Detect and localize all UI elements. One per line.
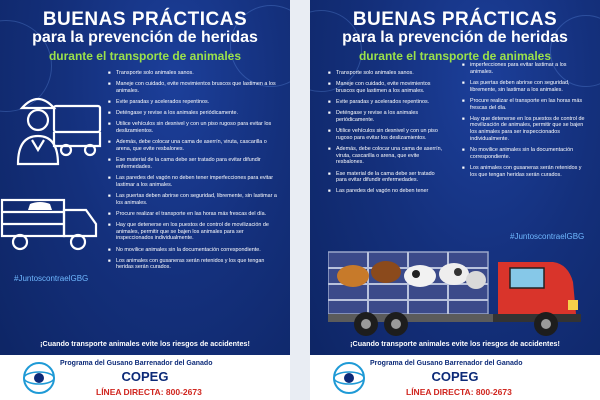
panel-gap bbox=[290, 0, 310, 400]
list-item: ■ Deténgase y revise a los animales periódicamente. bbox=[108, 110, 278, 117]
list-item: ■ Ese material de la cama debe ser tratado para evitar difundir enfermedades. bbox=[108, 157, 278, 171]
hotline-number: LÍNEA DIRECTA: 800-2673 bbox=[406, 387, 512, 397]
list-item: ■ Además, debe colocar una cama de aserrín, viruta, cascarilla o arena, que evite resbalones. bbox=[108, 139, 278, 153]
list-item: ■ Hay que detenerse en los puestos de control de movilización de animales, permitir que se bajen los animales para ser inspeccionados individualmente. bbox=[462, 116, 587, 143]
list-item: ■ Transporte solo animales sanos. bbox=[108, 70, 278, 77]
poster-tagline: durante el transporte de animales bbox=[358, 49, 552, 63]
list-item: ■ Ese material de la cama debe ser tratado para evitar difundir enfermedades. bbox=[328, 171, 443, 185]
poster-title: BUENAS PRÁCTICAS bbox=[42, 9, 248, 30]
practices-list-col1 bbox=[328, 70, 443, 200]
poster-left bbox=[0, 0, 290, 400]
driver-truck-icon bbox=[8, 88, 103, 178]
hashtag-label: #JuntoscontraelGBG bbox=[14, 274, 89, 283]
list-item: ■ Además, debe colocar una cama de aserrín, viruta, cascarilla o arena, que evite resbalones. bbox=[328, 146, 443, 166]
poster-title: BUENAS PRÁCTICAS bbox=[352, 9, 558, 30]
practices-list-col2 bbox=[462, 62, 587, 183]
poster-tagline: durante el transporte de animales bbox=[48, 49, 242, 63]
list-item: ■ No movilice animales sin la documentación correspondiente. bbox=[108, 247, 278, 254]
list-item: ■ Los animales con gusaneras serán retenidos y los que tengan heridas serán curados. bbox=[108, 258, 278, 272]
program-name: Programa del Gusano Barrenador del Ganado bbox=[370, 360, 523, 367]
list-item: ■ Evite paradas y acelerados repentinos. bbox=[328, 99, 443, 106]
list-item: ■ Transporte solo animales sanos. bbox=[328, 70, 443, 77]
poster-subtitle: para la prevención de heridas bbox=[32, 29, 258, 46]
cattle-truck-icon bbox=[0, 190, 100, 270]
list-item: ■ Las puertas deben abrirse con seguridad, libremente, sin lastimar a los animales. bbox=[108, 193, 278, 207]
list-item: ■ Maneje con cuidado, evite movimientos bruscos que lastimen a los animales. bbox=[328, 81, 443, 95]
list-item: ■ imperfecciones para evitar lastimar a los animales. bbox=[462, 62, 587, 76]
list-item: ■ No movilice animales sin la documentación correspondiente. bbox=[462, 147, 587, 161]
list-item: ■ Las paredes del vagón no deben tener imperfecciones para evitar lastimar a los animales. bbox=[108, 175, 278, 189]
poster-right bbox=[310, 0, 600, 400]
list-item: ■ Las puertas deben abrirse con seguridad, libremente, sin lastimar a los animales. bbox=[462, 80, 587, 94]
list-item: ■ Maneje con cuidado, evite movimientos bruscos que lastimen a los animales. bbox=[108, 81, 278, 95]
list-item: ■ Deténgase y revise a los animales periódicamente. bbox=[328, 110, 443, 124]
list-item: ■ Utilice vehículos sin desnivel y con un piso rugoso para evitar los deslizamientos. bbox=[108, 121, 278, 135]
hotline-number: LÍNEA DIRECTA: 800-2673 bbox=[96, 387, 202, 397]
hashtag-label: #JuntoscontraelGBG bbox=[510, 232, 585, 241]
program-name: Programa del Gusano Barrenador del Ganado bbox=[60, 360, 213, 367]
list-item: ■ Procure realizar el transporte en las horas más frescas del día. bbox=[462, 98, 587, 112]
list-item: ■ Evite paradas y acelerados repentinos. bbox=[108, 99, 278, 106]
list-item: ■ Hay que detenerse en los puestos de control de movilización de animales, permitir que se bajen los animales para ser inspeccionados individualmente. bbox=[108, 222, 278, 242]
practices-list bbox=[108, 70, 278, 276]
poster-subtitle: para la prevención de heridas bbox=[342, 29, 568, 46]
list-item: ■ Las paredes del vagón no deben tener bbox=[328, 188, 443, 195]
footer bbox=[310, 355, 600, 400]
safety-slogan: ¡Cuando transporte animales evite los riesgos de accidentes! bbox=[40, 339, 250, 348]
list-item: ■ Utilice vehículos sin desnivel y con un piso rugoso para evitar los deslizamientos. bbox=[328, 128, 443, 142]
cattle-truck-illustration bbox=[328, 242, 588, 337]
list-item: ■ Los animales con gusaneras serán retenidos y los que tengan heridas serán curados. bbox=[462, 165, 587, 179]
org-name: COPEG bbox=[121, 369, 169, 384]
footer bbox=[0, 355, 290, 400]
list-item: ■ Procure realizar el transporte en las horas más frescas del día. bbox=[108, 211, 278, 218]
org-name: COPEG bbox=[431, 369, 479, 384]
safety-slogan: ¡Cuando transporte animales evite los riesgos de accidentes! bbox=[350, 339, 560, 348]
